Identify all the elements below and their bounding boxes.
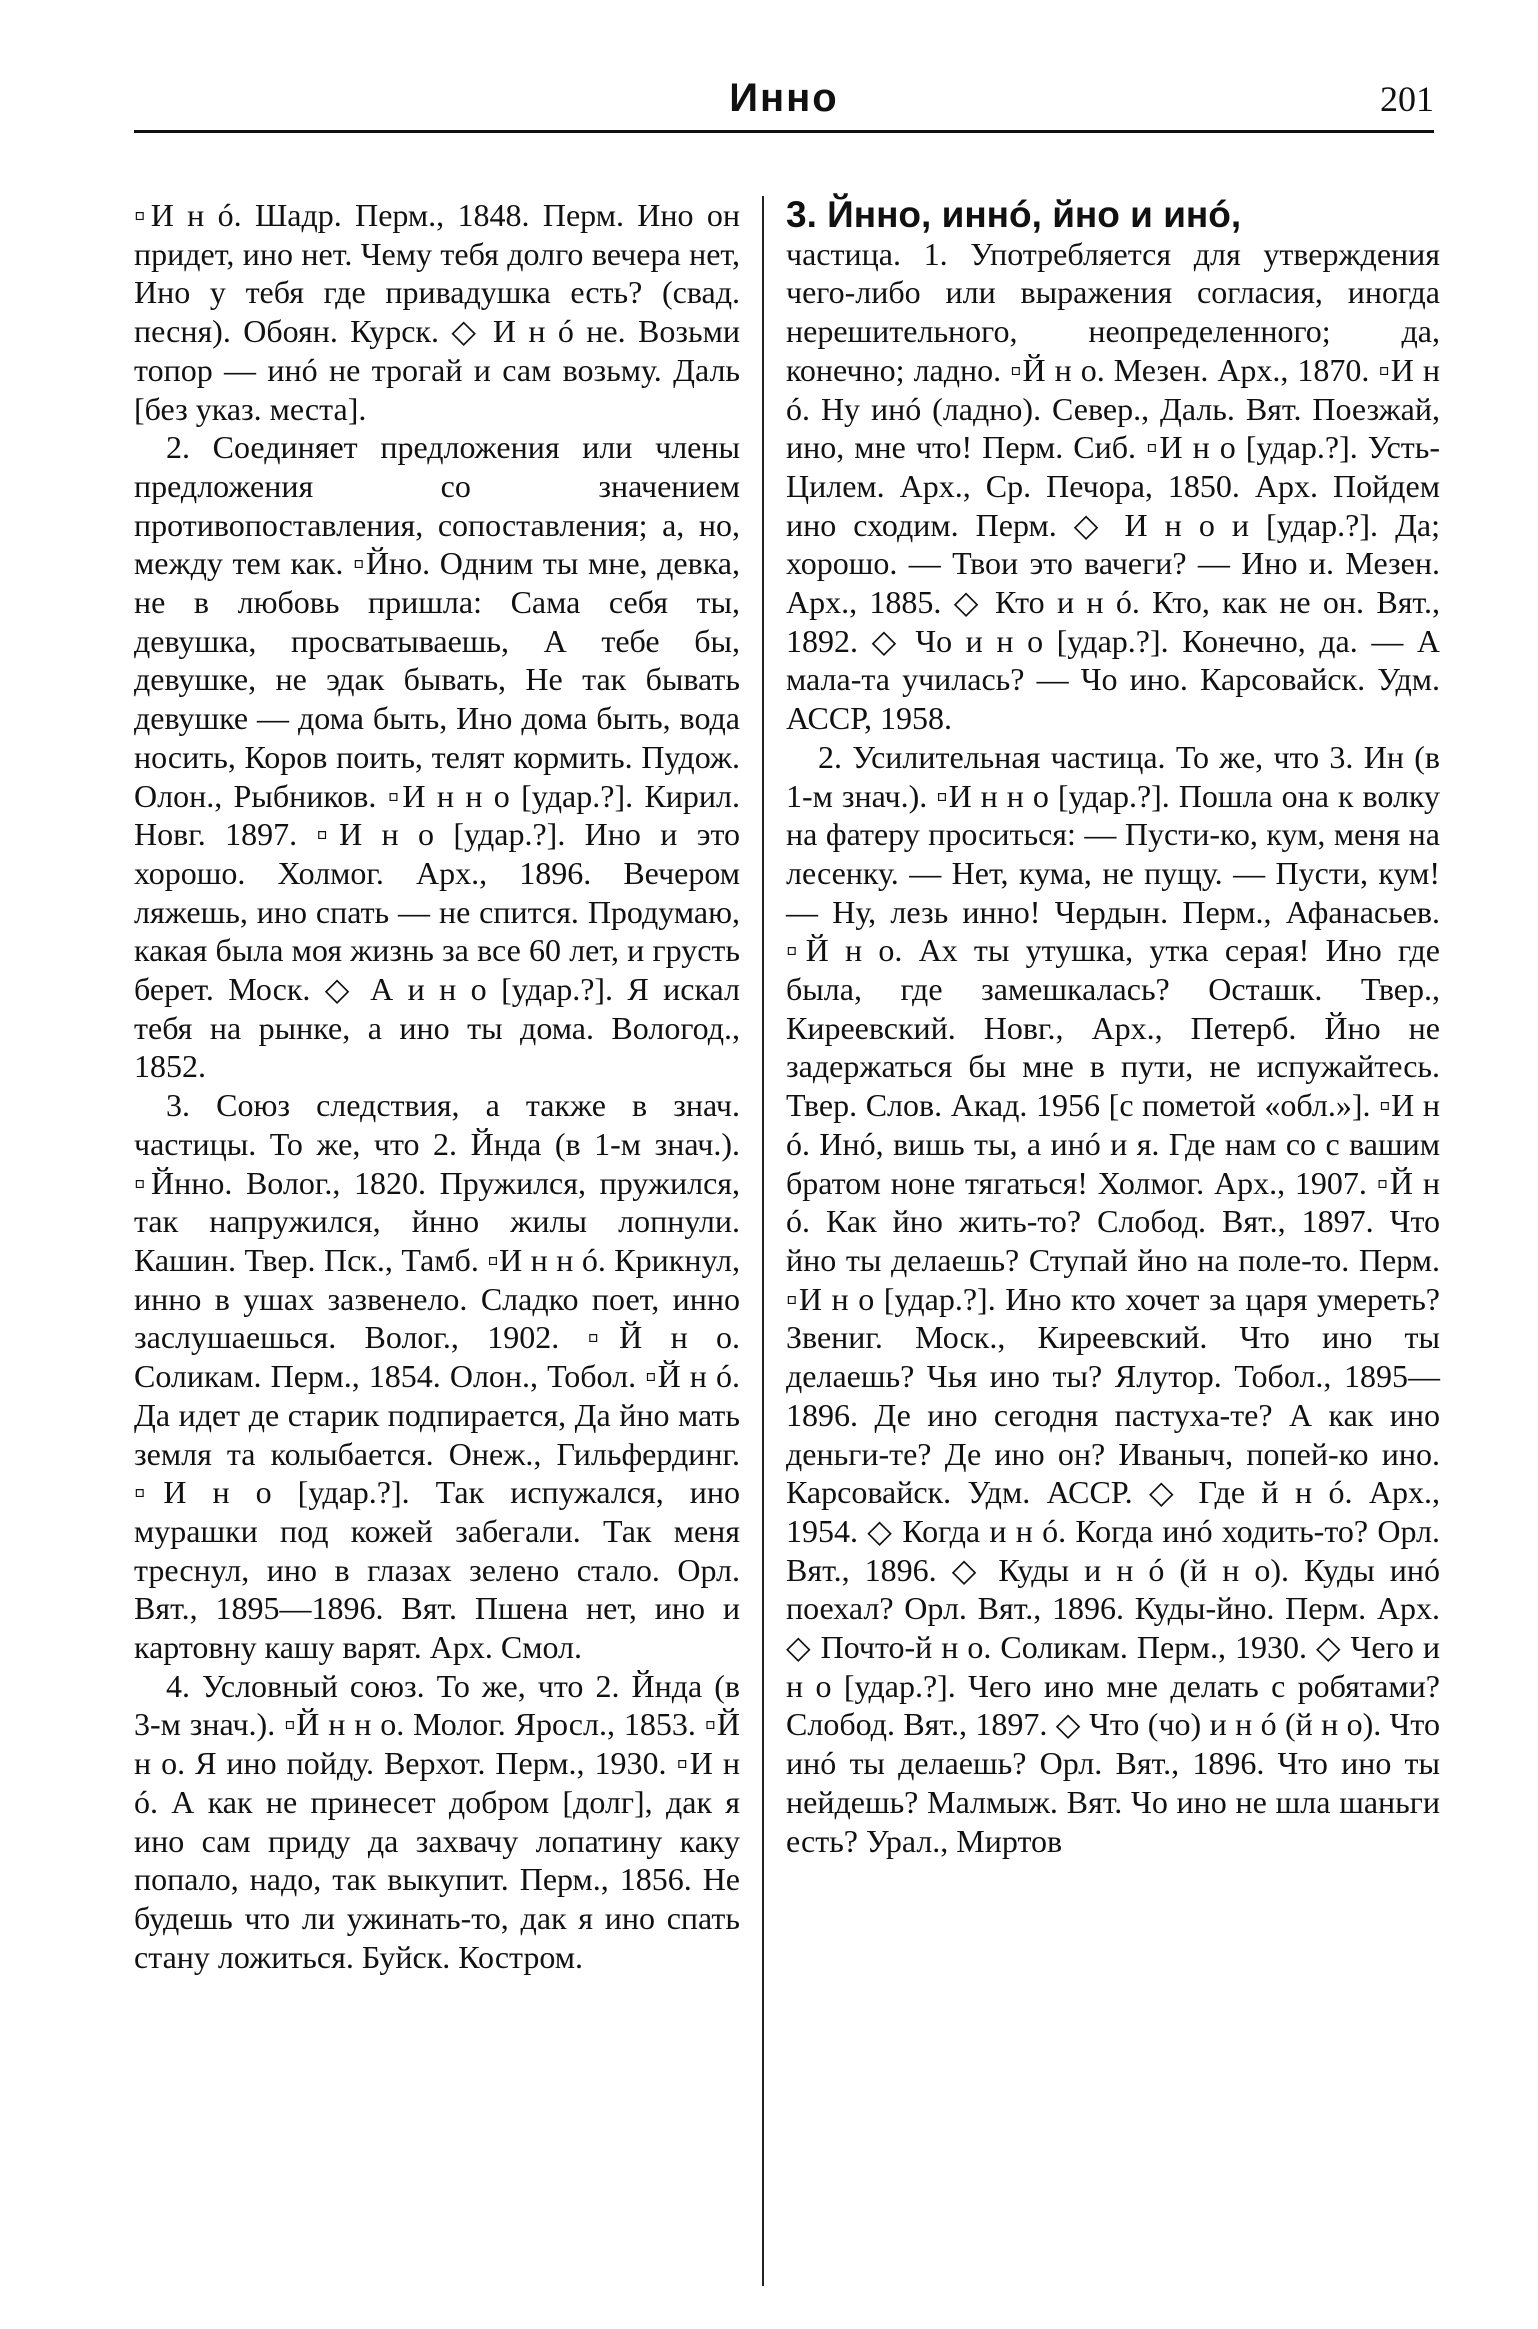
- header-rule: [134, 130, 1434, 133]
- entry-headword: 3. Йнно, иннó, йно и инó,: [786, 194, 1242, 235]
- entry-paragraph: ▫И н ó. Шадр. Перм., 1848. Перм. Ино он придет, ино нет. Чему тебя долго вечера нет, Ино у тебя где привадушка есть? (свад. песня). Обоян. Курск. ◇ И н ó не. Возьми топор — инó не трогай и сам возьму. Даль [без указ. места].: [134, 197, 740, 427]
- left-column: [134, 196, 740, 1976]
- right-column: [786, 196, 1440, 1860]
- entry-paragraph: 2. Соединяет предложения или члены предложения со значением противопоставления, сопоставления; а, но, между тем как. ▫Йно. Одним ты мне, девка, не в любовь пришла: Сама себя ты, девушка, просватываешь, А тебе бы, девушке, не эдак бывать, Не так бывать девушке — дома быть, Ино дома быть, вода носить, Коров поить, телят кормить. Пудож. Олон., Рыбников. ▫И н н о [удар.?]. Кирил. Новг. 1897. ▫И н о [удар.?]. Ино и это хорошо. Холмог. Арх., 1896. Вечером ляжешь, ино спать — не спится. Продумаю, какая была моя жизнь за все 60 лет, и грусть берет. Моск. ◇ А и н о [удар.?]. Я искал тебя на рынке, а ино ты дома. Вологод., 1852.: [134, 429, 740, 1085]
- page-number: 201: [1380, 79, 1434, 119]
- entry-paragraph: 3. Союз следствия, а также в знач. частицы. То же, что 2. Йнда (в 1-м знач.). ▫Йнно. Волог., 1820. Пружился, пружился, так напружился, йнно жилы лопнули. Кашин. Твер. Пск., Тамб. ▫И н н ó. Крикнул, инно в ушах зазвенело. Сладко поет, инно заслушаешься. Волог., 1902. ▫Й н о. Соликам. Перм., 1854. Олон., Тобол. ▫Й н ó. Да идет де старик подпирается, Да йно мать земля та колыбается. Онеж., Гильфердинг. ▫И н о [удар.?]. Так испужался, ино мурашки под кожей забегали. Так меня треснул, ино в глазах зелено стало. Орл. Вят., 1895—1896. Вят. Пшена нет, ино и картовну кашу варят. Арх. Смол.: [134, 1087, 740, 1666]
- column-divider: [762, 196, 764, 2286]
- entry-paragraph: частица. 1. Употребляется для утверждения чего-либо или выражения согласия, иногда нерешительного, неопределенного; да, конечно; ладно. ▫Й н о. Мезен. Арх., 1870. ▫И н ó. Ну инó (ладно). Север., Даль. Вят. Поезжай, ино, мне что! Перм. Сиб. ▫И н о [удар.?]. Усть-Цилем. Арх., Ср. Печора, 1850. Арх. Пойдем ино сходим. Перм. ◇ И н о и [удар.?]. Да; хорошо. — Твои это вачеги? — Ино и. Мезен. Арх., 1885. ◇ Кто и н ó. Кто, как не он. Вят., 1892. ◇ Чо и н о [удар.?]. Конечно, да. — А мала-та училась? — Чо ино. Карсовайск. Удм. АССР, 1958.: [786, 235, 1440, 737]
- entry-paragraph: 4. Условный союз. То же, что 2. Йнда (в 3-м знач.). ▫Й н н о. Молог. Яросл., 1853. ▫Й н о. Я ино пойду. Верхот. Перм., 1930. ▫И н ó. А как не принесет добром [долг], дак я ино сам приду да захвачу лопатину каку попало, надо, так выкупит. Перм., 1856. Не будешь что ли ужинать-то, дак я ино спать стану ложиться. Буйск. Костром.: [134, 1667, 740, 1975]
- running-head: Инно: [729, 76, 839, 120]
- page-header: [134, 60, 1434, 134]
- entry-paragraph: 2. Усилительная частица. То же, что 3. Ин (в 1-м знач.). ▫И н н о [удар.?]. Пошла она к волку на фатеру проситься: — Пусти-ко, кум, меня на лесенку. — Нет, кума, не пущу. — Пусти, кум! — Ну, лезь инно! Чердын. Перм., Афанасьев. ▫Й н о. Ах ты утушка, утка серая! Ино где была, где замешкалась? Осташк. Твер., Киреевский. Новг., Арх., Петерб. Йно не задержаться бы мне в пути, не испужайтесь. Твер. Слов. Акад. 1956 [с пометой «обл.»]. ▫И н ó. Инó, вишь ты, а инó и я. Где нам со с вашим братом ноне тягаться! Холмог. Арх., 1907. ▫Й н ó. Как йно жить-то? Слобод. Вят., 1897. Что йно ты делаешь? Ступай йно на поле-то. Перм. ▫И н о [удар.?]. Ино кто хочет за царя умереть? Звениг. Моск., Киреевский. Что ино ты делаешь? Чья ино ты? Ялутор. Тобол., 1895—1896. Де ино сегодня пастуха-те? А как ино деньги-те? Де ино он? Иваныч, попей-ко ино. Карсовайск. Удм. АССР. ◇ Где й н ó. Арх., 1954. ◇ Когда и н ó. Когда инó ходить-то? Орл. Вят., 1896. ◇ Куды и н ó (й н о). Куды инó поехал? Орл. Вят., 1896. Куды-йно. Перм. Арх. ◇ Почто-й н о. Соликам. Перм., 1930. ◇ Чего и н о [удар.?]. Чего ино мне делать с робятами? Слобод. Вят., 1897. ◇ Что (чо) и н ó (й н о). Что инó ты делаешь? Орл. Вят., 1896. Что ино ты нейдешь? Малмыж. Вят. Чо ино не шла шаньги есть? Урал., Миртов: [786, 738, 1440, 1859]
